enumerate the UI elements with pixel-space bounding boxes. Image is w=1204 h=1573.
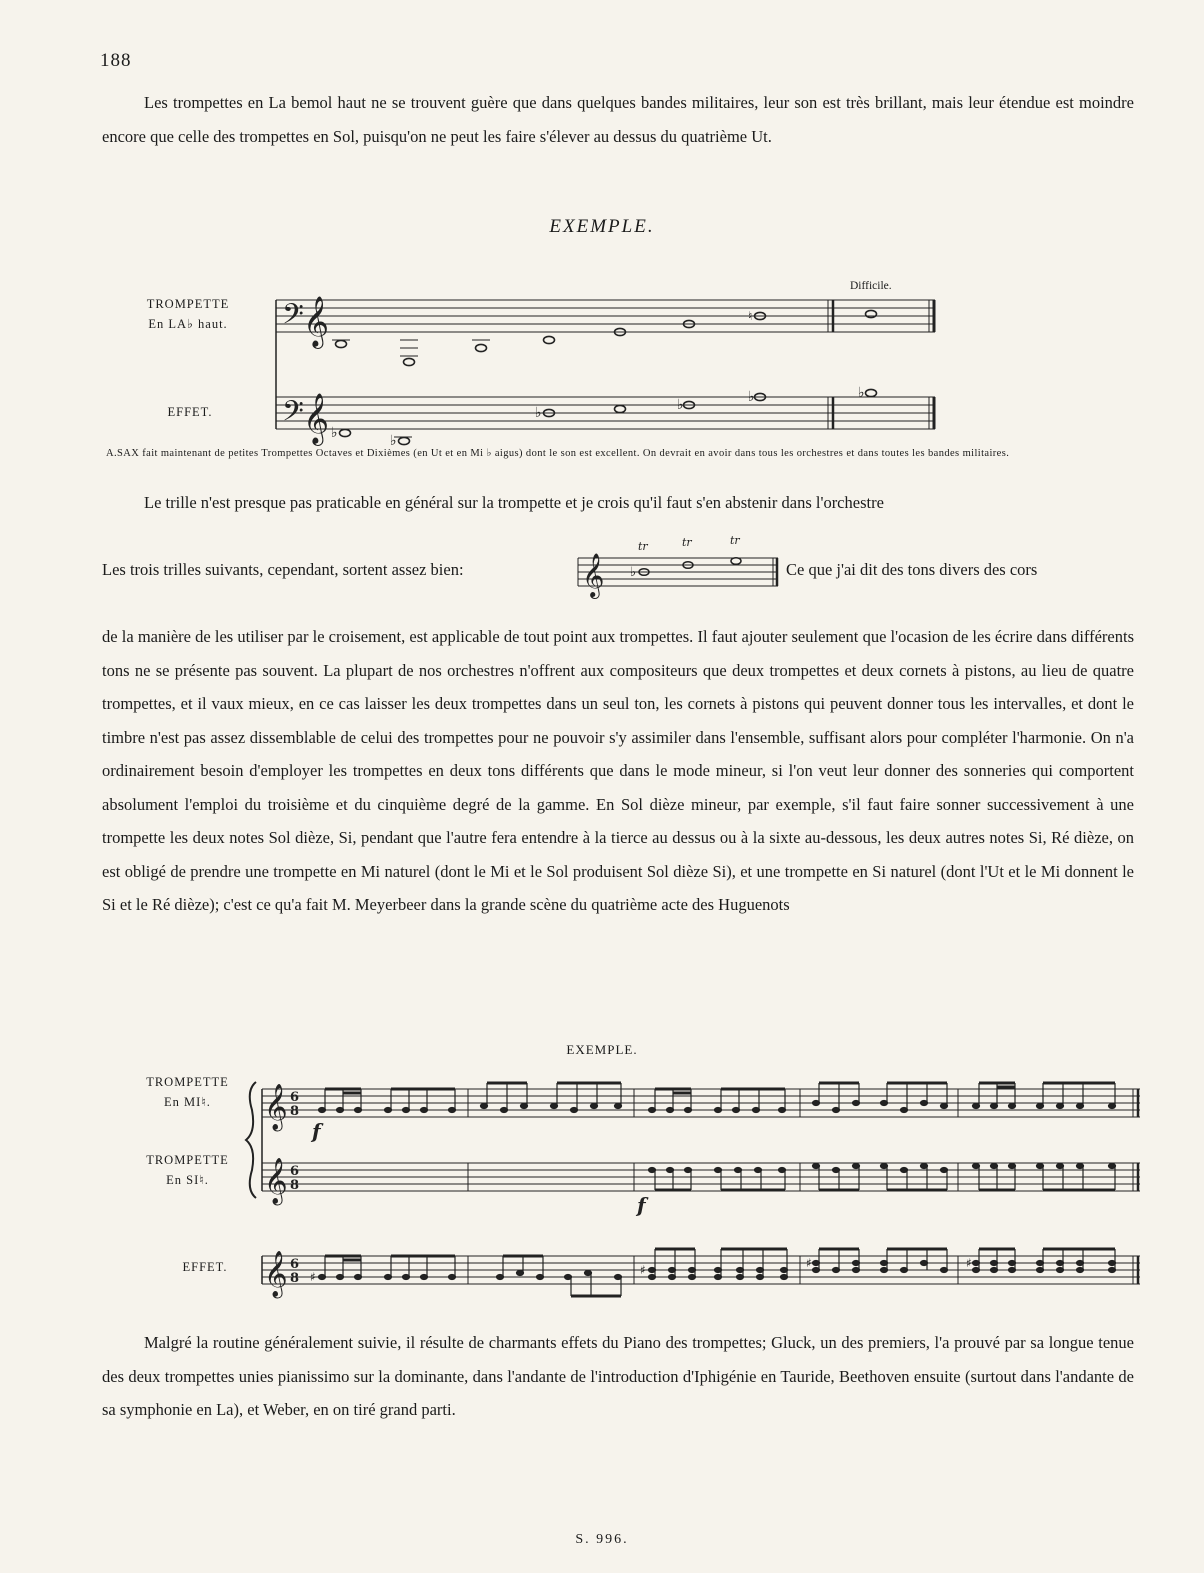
- intro-paragraph-text: Les trompettes en La bemol haut ne se trouvent guère que dans quelques bandes militaires, leur son est très brillant, mais leur étendue est moindre encore que celle des trompettes en Sol, puisqu'on ne peut les faire s'élever au dessus du quatrième Ut.: [102, 93, 1134, 146]
- staff1-m1: [319, 1089, 456, 1113]
- example2-staff1-name: TROMPETTE: [146, 1075, 229, 1089]
- svg-text:♭: ♭: [535, 405, 542, 421]
- treble-clef-icon: 𝄞: [264, 1084, 288, 1130]
- trill-mark-2: tr: [682, 536, 692, 549]
- time-sig-bottom: 8: [290, 1178, 300, 1193]
- example2-staff3-label: EFFET.: [182, 1260, 228, 1274]
- svg-text:♭: ♭: [630, 565, 637, 580]
- dynamic-forte: f: [637, 1193, 646, 1217]
- dynamic-forte: f: [312, 1119, 321, 1143]
- time-sig-top: 6: [290, 1257, 300, 1272]
- trill-mark-3: tr: [730, 534, 740, 547]
- trill-line-left: Les trois trilles suivants, cependant, sortent assez bien:: [102, 560, 464, 579]
- time-sig-top: 6: [290, 1164, 300, 1179]
- svg-text:♯: ♯: [640, 1263, 646, 1277]
- svg-text:♮: ♮: [748, 309, 753, 323]
- treble-clef-icon: 𝄞: [264, 1158, 288, 1204]
- staff2-m3: [649, 1168, 786, 1191]
- footnote: A.SAX fait maintenant de petites Trompettes Octaves et Dixièmes (en Ut et en Mi ♭ aigus) dont le son est excellent. On devrait en avoir dans tous les orchestres et dans toutes les bandes militaires.: [106, 448, 1010, 459]
- staff3-m4: [813, 1249, 948, 1273]
- staff3-m1: [319, 1256, 456, 1280]
- svg-text:♭: ♭: [390, 433, 397, 449]
- trill-paragraph-text: Le trille n'est presque pas praticable en général sur la trompette et je crois qu'il faut s'en abstenir dans l'orchestre: [144, 493, 884, 512]
- example2-title: EXEMPLE.: [566, 1042, 638, 1057]
- bass-clef-icon: 𝄢: [282, 395, 304, 435]
- example2-staff2-name: TROMPETTE: [146, 1153, 229, 1167]
- time-sig-bottom: 8: [290, 1271, 300, 1286]
- staff3-m5: [973, 1249, 1116, 1273]
- bass-clef-icon: 𝄢: [282, 298, 304, 338]
- time-sig-bottom: 8: [290, 1104, 300, 1119]
- treble-clef-icon: 𝄞: [582, 553, 605, 597]
- plate-number: S. 996.: [575, 1532, 629, 1547]
- treble-clef-icon: 𝄞: [303, 393, 330, 444]
- page-number: 188: [100, 50, 132, 71]
- svg-text:♭: ♭: [858, 385, 865, 401]
- time-sig-top: 6: [290, 1090, 300, 1105]
- svg-text:♭: ♭: [677, 397, 684, 413]
- system-brace: [246, 1082, 256, 1198]
- staff3-m2: [497, 1256, 622, 1296]
- treble-clef-icon: 𝄞: [303, 296, 330, 347]
- difficult-label: Difficile.: [850, 280, 892, 292]
- staff1-m2: [481, 1083, 622, 1113]
- svg-text:♭: ♭: [331, 425, 338, 441]
- example1-staff1-key: En LA♭ haut.: [148, 317, 228, 331]
- svg-text:♯: ♯: [966, 1256, 972, 1270]
- svg-text:♯: ♯: [806, 1256, 812, 1270]
- example1-title: EXEMPLE.: [549, 216, 655, 237]
- closing-paragraph-text: Malgré la routine généralement suivie, il résulte de charmants effets du Piano des trompettes; Gluck, un des premiers, l'a prouvé par sa longue tenue des deux trompettes unies pianissimo sur la dominante, dans l'andante de l'introduction d'Iphigénie en Tauride, Beethoven ensuite (surtout dans l'andante de sa symphonie en La), et Weber, en on tiré grand parti.: [102, 1333, 1134, 1419]
- trill-mark-1: tr: [638, 540, 648, 553]
- example2-staff2-key: En SI♮.: [166, 1173, 209, 1187]
- staff1-m3: [649, 1089, 786, 1113]
- example1-staff1-name: TROMPETTE: [146, 297, 230, 311]
- treble-clef-icon: 𝄞: [264, 1251, 288, 1297]
- svg-text:♭: ♭: [748, 389, 755, 405]
- example2-staff1-key: En MI♮.: [164, 1095, 211, 1109]
- staff3-m3: [649, 1249, 788, 1280]
- closing-paragraph: [102, 1326, 1134, 1427]
- svg-text:♯: ♯: [310, 1270, 316, 1284]
- staff1-m4: [813, 1083, 948, 1113]
- main-paragraph-text: de la manière de les utiliser par le croisement, est applicable de tout point aux trompettes. Il faut ajouter seulement que l'ocasion de les écrire dans différents tons ne se présente pas souvent. La plupart de nos orchestres n'offrent aux compositeurs que deux trompettes et deux cornets à pistons, au lieu de quatre trompettes, et il vaux mieux, en ce cas laisser les deux trompettes dans un seul ton, les cornets à pistons qui peuvent donner tous les intervalles, et dont le timbre n'est pas assez dissemblable de celui des trompettes pour ne pouvoir s'y assimiler dans l'ensemble, suffisant alors pour compléter l'harmonie. On n'a ordinairement besoin d'employer les trompettes en deux tons différents que dans le mode mineur, si l'on veut leur donner des sonneries qui comportent absolument l'emploi du troisième et du cinquième degré de la gamme. En Sol dièze mineur, par exemple, s'il faut faire sonner successivement à une trompette les deux notes Sol dièze, Si, pendant que l'autre fera entendre à la tierce au dessus ou à la sixte au-dessous, les deux autres notes Si, Ré dièze, on est obligé de prendre une trompette en Mi naturel (dont le Mi et le Sol produisent Sol dièze Si), et une trompette en Si naturel (dont l'Ut et le Mi donnent le Si et le Ré dièze); c'est ce qu'a fait M. Meyerbeer dans la grande scène du quatrième acte des Huguenots: [102, 627, 1134, 914]
- example1-staff2-label: EFFET.: [167, 405, 213, 419]
- trill-line-right: Ce que j'ai dit des tons divers des cors: [786, 560, 1038, 579]
